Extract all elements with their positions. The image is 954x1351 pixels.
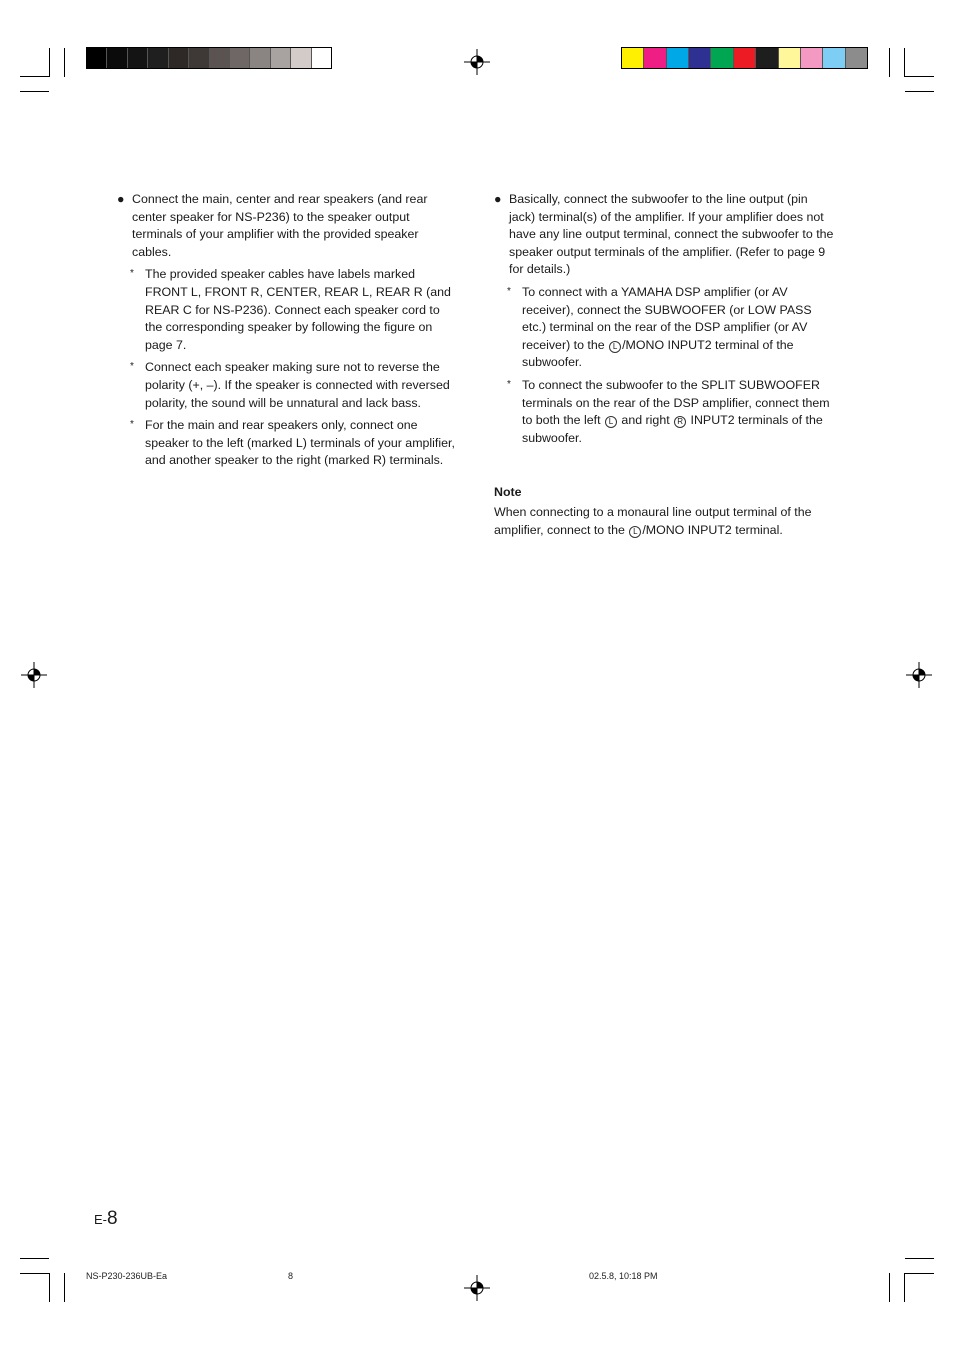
note-text: The provided speaker cables have labels marked FRONT L, FRONT R, CENTER, REAR L, REAR R (and REAR C for NS-P236). Connect each speaker cord to the corresponding speaker by following the figure on page 7. (145, 267, 451, 352)
note-text: For the main and rear speakers only, connect one speaker to the left (marked L) terminals of your amplifier, and another speaker to the right (marked R) terminals. (145, 418, 455, 468)
crop-mark (20, 91, 49, 92)
crop-mark (905, 76, 934, 77)
crop-mark (20, 1258, 49, 1259)
circled-l-icon: L (605, 416, 617, 428)
color-swatch (148, 48, 168, 68)
crop-mark (889, 1273, 890, 1302)
color-swatch (271, 48, 291, 68)
footer-page: 8 (288, 1271, 294, 1281)
asterisk-icon: * (130, 419, 134, 431)
color-swatch (230, 48, 250, 68)
color-swatch (734, 48, 756, 68)
crop-mark (49, 48, 50, 77)
note-item (117, 266, 457, 354)
color-swatch (801, 48, 823, 68)
asterisk-icon: * (507, 378, 511, 390)
color-swatch (823, 48, 845, 68)
note-item (117, 417, 457, 470)
asterisk-icon: * (130, 361, 134, 373)
bullet-icon: ● (494, 192, 502, 206)
color-swatch (689, 48, 711, 68)
circled-l-icon: L (609, 341, 621, 353)
color-swatch (846, 48, 867, 68)
footer-datetime: 02.5.8, 10:18 PM (589, 1271, 658, 1281)
color-swatch (291, 48, 311, 68)
note-item (494, 377, 834, 447)
crop-mark (905, 1258, 934, 1259)
bullet-icon: ● (117, 192, 125, 206)
bullet-item (117, 191, 457, 261)
color-swatch (128, 48, 148, 68)
color-swatch (312, 48, 331, 68)
page-number: E-8 (94, 1208, 118, 1229)
registration-mark-icon (464, 1275, 490, 1301)
registration-mark-icon (906, 662, 932, 688)
crop-mark (64, 1273, 65, 1302)
color-swatch (667, 48, 689, 68)
color-swatch (779, 48, 801, 68)
crop-mark (904, 1273, 905, 1302)
crop-mark (904, 48, 905, 77)
circled-r-icon: R (674, 416, 686, 428)
note-paragraph: When connecting to a monaural line output terminal of the amplifier, connect to the L /MONO INPUT2 terminal. (494, 504, 812, 537)
bullet-item (494, 191, 834, 279)
asterisk-icon: * (130, 268, 134, 280)
bullet-text: Basically, connect the subwoofer to the line output (pin jack) terminal(s) of the amplifier. If your amplifier does not have any line output terminal, connect the subwoofer to the speaker output terminals of the amplifier. (Refer to page 9 for details.) (509, 192, 834, 277)
bullet-text: Connect the main, center and rear speakers (and rear center speaker for NS-P236) to the speaker output terminals of your amplifier with the provided speaker cables. (132, 192, 428, 259)
crop-mark (20, 76, 49, 77)
left-column (117, 191, 457, 470)
crop-mark (64, 48, 65, 77)
grayscale-calibration-bar (86, 47, 332, 69)
color-swatch (622, 48, 644, 68)
color-swatch (756, 48, 778, 68)
crop-mark (905, 91, 934, 92)
color-swatch (711, 48, 733, 68)
color-swatch (87, 48, 107, 68)
color-swatch (210, 48, 230, 68)
color-swatch (107, 48, 127, 68)
crop-mark (20, 1273, 49, 1274)
crop-mark (49, 1273, 50, 1302)
registration-mark-icon (21, 662, 47, 688)
color-swatch (169, 48, 189, 68)
note-item (494, 284, 834, 372)
crop-mark (889, 48, 890, 77)
color-swatch (250, 48, 270, 68)
color-swatch (189, 48, 209, 68)
note-text: Connect each speaker making sure not to reverse the polarity (+, –). If the speaker is connected with reversed polarity, the sound will be unnatural and lack bass. (145, 360, 450, 410)
registration-mark-icon (464, 49, 490, 75)
note-text: To connect the subwoofer to the SPLIT SUBWOOFER terminals on the rear of the DSP amplifier, connect them to both the left L and right R INPUT2 terminals of the subwoofer. (522, 377, 830, 445)
color-calibration-bar (621, 47, 868, 69)
footer-code: NS-P230-236UB-Ea (86, 1271, 168, 1281)
asterisk-icon: * (507, 285, 511, 297)
crop-mark (905, 1273, 934, 1274)
color-swatch (644, 48, 666, 68)
note-text: To connect with a YAMAHA DSP amplifier (or AV receiver), connect the SUBWOOFER (or LOW PASS etc.) terminal on the rear of the DSP amplifier (or AV receiver) to the L /MONO INPUT2 terminal of the subwoofer. (522, 284, 812, 370)
right-column (494, 191, 834, 539)
note-item (117, 359, 457, 412)
circled-l-icon: L (629, 526, 641, 538)
note-heading: Note (494, 485, 522, 500)
